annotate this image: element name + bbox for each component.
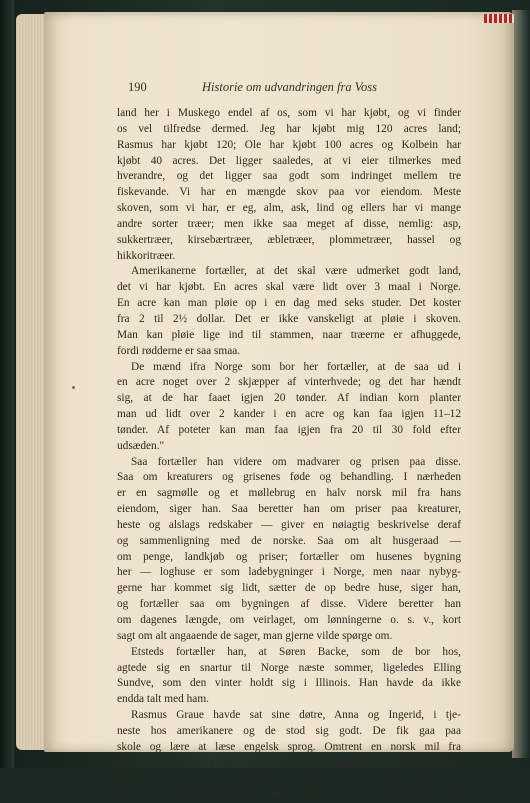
book-spine [0,0,14,768]
text-line: skoven, som vi har, er eg, alm, ask, lind og ellers har vi mange [117,202,461,215]
text-line: fiskevande. Vi har en mængde skov paa vor eiendom. Meste [117,186,461,199]
text-line: os vel tilfredse dermed. Jeg har kjøbt mig 120 acres land; [117,122,461,135]
text-line: sukkertræer, kirsebærtræer, æbletræer, plommetræer, hassel og [117,233,461,246]
cover-edge [512,10,530,758]
text-line: neste hos amerikanere og de stod sig godt. De fik gaa paa [117,724,461,737]
text-line: land her i Muskego endel af os, som vi har kjøbt, og vi finder [117,107,461,119]
text-line: tønder. Af poteter kan man faa igjen fra 20 til 30 fold efter [117,423,461,436]
text-line: ogsaa om, at de vilde opføre en kirke og faa en prest, som kan [117,772,461,785]
body-text [117,106,461,803]
text-line: og sammenligning med de norske. Saa om alt husgeraad — [117,534,461,547]
text-line: det vi har kjøbt. En acres skal være lidt over 3 maal i Norge. [117,281,461,294]
text-line: en acre noget over 2 skjæpper af vinterhvede; og det har hændt [117,376,461,389]
text-line: man ud lidt over 2 kander i en acre og kan faa igjen 11–12 [117,408,461,421]
text-line: Amerikanerne fortæller, at det skal være udmerket godt land, [131,265,461,278]
text-line: heste og alslags redskaber — giver en nøiagtig beskrivelse deraf [117,518,461,531]
text-line: tale norsk. Hvem han talte med, sagde, at de var lykkelige, som [117,788,461,801]
text-line: og fortæller saa om bygningen af disse. Videre beretter han [117,598,461,611]
text-line: De mænd ifra Norge som bor her fortæller, at de saa ud i [131,360,461,373]
text-line: dem var der en kirke, hvori der lærtes engelsk. De norske talte [117,756,461,769]
text-line: Man kan pløie lige ind til stammen, naar træerne er afhuggede, [117,328,461,341]
text-line: hikkoritræer. [117,249,176,262]
text-line: Saa om kreaturers og grisenes føde og behandling. I nærheden [117,471,461,484]
text-line: gerne har kommet sig lidt, sætter de op bedre huse, siger han, [117,582,461,595]
text-line: Saa fortæller han videre om madvarer og prisen paa disse. [131,455,461,468]
text-line: Rasmus Graue havde sat sine døtre, Anna og Ingerid, i tje- [131,709,461,722]
text-line: eiendom, siger han. Saa beretter han om priser paa kreaturer, [117,503,461,516]
text-line: Rasmus har kjøbt 120; Ole har kjøbt 100 acres og Kolbein har [117,138,461,151]
page-number: 190 [128,80,147,94]
running-head: Historie om udvandringen fra Voss [202,80,377,94]
text-line: skole og lære at læse engelsk sprog. Omtrent en norsk mil fra [117,740,461,753]
margin-mark [72,386,75,389]
text-line: her — loghuse er som ladebygninger i Norge, men naar nybyg- [117,566,461,579]
text-line: fra 2 til 2½ dollar. Det er ikke vanskeligt at pløie i skoven. [117,312,461,325]
text-line: Etsteds fortæller han, at Søren Backe, som de bor hos, [131,645,461,658]
bookmark-ribbon [484,14,514,23]
text-line: udsæden." [117,439,165,452]
text-line: om penge, landkjøb og priser; fortæller om husenes bygning [117,550,461,563]
text-line: om dagenes længde, om veirlaget, om lønningerne o. s. v., kort [117,614,461,626]
text-line: endda talt med ham. [117,693,209,706]
text-line: En acre kan man pløie op i en dag med seks studer. Det koster [117,297,461,310]
text-line: sagt om alt angaaende de sager, man gjerne vilde spørge om. [117,629,393,642]
text-line: fordi rødderne er saa smaa. [117,344,241,357]
text-line: kjøbt 40 acres. Det ligger saaledes, at vi eier tilmerkes med [117,154,461,167]
text-line: er en sagmølle og et møllebrug en halv norsk mil fra hans [117,487,461,500]
text-line: hverandre, og det ligger saa godt som indringet mellem tre [117,170,461,183]
text-line: andre sorter træer; men ikke saa meget af disse, nemlig: asp, [117,217,461,230]
text-line: agtede sig en snartur til Norge næste sommer, ligeledes Elling [117,661,461,674]
text-line: Sundve, som den vinter holdt sig i Illinois. Han havde da ikke [117,677,461,690]
text-line: sig, at de har faaet igjen 20 tønder. Af indian korn planter [117,392,461,405]
